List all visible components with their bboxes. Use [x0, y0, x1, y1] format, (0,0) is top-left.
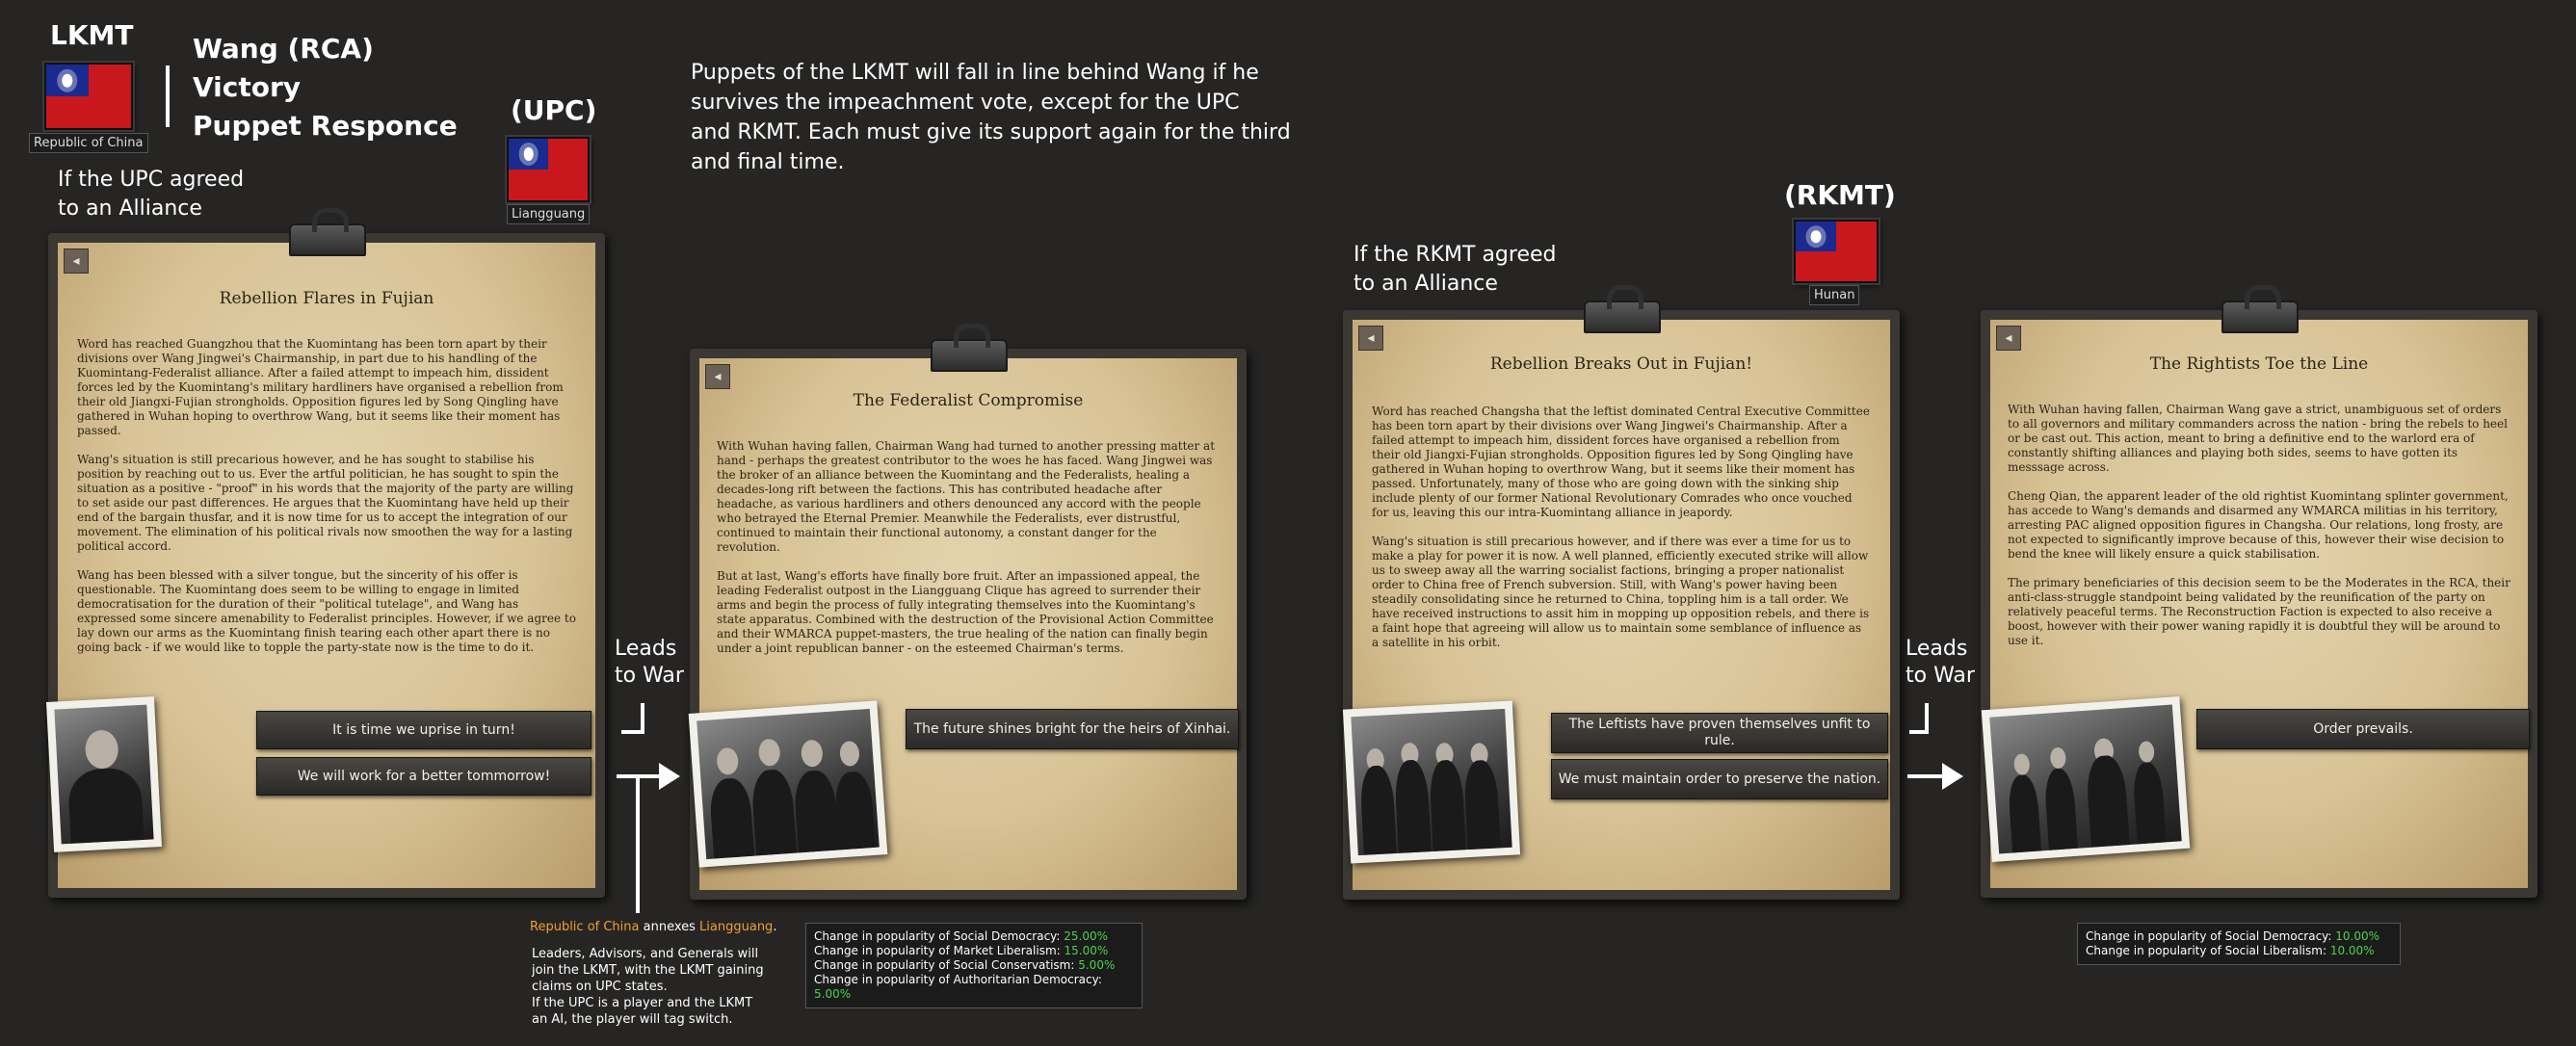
- upc-event1-panel: [48, 233, 605, 898]
- back-arrow-icon[interactable]: ◂: [64, 248, 89, 274]
- liangguang-flag-icon: [507, 137, 590, 202]
- faction-title: LKMT: [50, 19, 134, 51]
- clipboard-clip: [931, 339, 1008, 372]
- upc-notes: Leaders, Advisors, and Generals will join the LKMT, with the LKMT gaining claims on UPC states. If the UPC is a player and the LKMT an AI, the player will tag switch.: [532, 947, 764, 1027]
- group-photo: [689, 700, 888, 867]
- roc-flag-icon: [44, 63, 133, 130]
- rkmt-condition: If the RKMT agreed to an Alliance: [1354, 243, 1557, 296]
- upc-event2-panel: [690, 349, 1247, 900]
- option-leftists-unfit-button[interactable]: The Leftists have proven themselves unfit to rule.: [1551, 713, 1888, 753]
- effect-line: Change in popularity of Authoritarian Democracy: 5.00%: [814, 973, 1102, 1001]
- header-divider: [166, 65, 170, 127]
- rkmt-event1-panel: [1343, 310, 1900, 900]
- option-order-prevails-button[interactable]: Order prevails.: [2196, 709, 2530, 749]
- connector-line: [636, 778, 640, 913]
- back-arrow-icon[interactable]: ◂: [1358, 326, 1383, 351]
- rkmt-effects-tooltip: [2077, 923, 2401, 965]
- event-title: Rebellion Flares in Fujian: [219, 289, 434, 308]
- back-arrow-icon[interactable]: ◂: [1996, 326, 2021, 351]
- rkmt-label: (RKMT): [1784, 179, 1896, 211]
- soldiers-photo: [1343, 701, 1520, 864]
- event-body: With Wuhan having fallen, Chairman Wang had turned to another pressing matter at hand - perhaps the greatest contributor to the woes he has faced. Wang Jingwei was the broker of an alliance between the Kuomintang and the Federalists, healing a decades-long rift between the factions. This has contributed headache after headache, as various hardliners and others denounced any accord with the people who betrayed the Eternal Premier. Meanwhile the Federalists, ever distrustful, continued to maintain their functional autonomy, a constant danger for the revolution. But at last, Wang's efforts have finally bore fruit. After an impassioned appeal, the leading Federalist outpost in the Liangguang Clique has agreed to surrender their arms and begin the process of fully integrating themselves into the Kuomintang's state apparatus. Combined with the destruction of the Provisional Action Committee and their WMARCA puppet-masters, the true healing of the nation can finally begin under a joint republican banner - on the esteemed Chairman's terms.: [717, 439, 1216, 655]
- upc-effects-tooltip: [805, 923, 1143, 1008]
- intro-text: Puppets of the LKMT will fall in line behind Wang if he survives the impeachment vote, except for the UPC and RKMT. Each must give its support again for the third and final time.: [691, 61, 1291, 174]
- upc-condition: If the UPC agreed to an Alliance: [58, 168, 245, 221]
- annex-country: Republic of China: [530, 920, 640, 934]
- option-maintain-order-button[interactable]: We must maintain order to preserve the nation.: [1551, 759, 1888, 799]
- effect-line: Change in popularity of Social Democracy: 10.00%: [2086, 929, 2380, 943]
- event-body: Word has reached Guangzhou that the Kuomintang has been torn apart by their divisions over Wang Jingwei's Chairmanship, in part due to his handling of the Kuomintang-Federalist alliance. After a failed attempt to impeach him, dissident forces led by the Kuomintang's military hardliners have organised a rebellion from their old Jiangxi-Fujian strongholds. Opposition figures led by Song Qingling have gathered in Wuhan hoping to overthrow Wang, but it seems like their moment has passed. Wang's situation is still precarious however, and he has sought to stabilise his position by reaching out to us. Ever the artful politician, he has sought to spin the situation as a positive - "proof" in his words that the majority of the party are willing to set aside our past differences. He argues that the Kuomintang have held up their end of the bargain thusfar, and it is now time for us to accept the integration of our movement. The elimination of his political rivals now smoothen the way for a lasting political accord. Wang has been blessed with a silver tongue, but the sincerity of his offer is questionable. The Kuomintang does seem to be willing to engage in limited democratisation for the duration of their "political tutelage", and Wang has expressed some sincere amenability to Federalist principles. However, if we agree to lay down our arms as the Kuomintang finish tearing each other apart there is no going back - if we would like to topple the party-state now is the time to do it.: [77, 337, 576, 654]
- war-bracket-h: [621, 730, 644, 734]
- back-arrow-icon[interactable]: ◂: [705, 364, 730, 389]
- rkmt-leads-to-war: Leads to War: [1906, 637, 1975, 688]
- portrait-photo: [46, 696, 162, 852]
- effect-line: Change in popularity of Market Liberalism: 15.00%: [814, 944, 1109, 957]
- effect-line: Change in popularity of Social Democracy: 25.00%: [814, 929, 1109, 943]
- effect-line: Change in popularity of Social Liberalism: 10.00%: [2086, 944, 2375, 957]
- annex-line: [530, 919, 776, 935]
- upc-leads-to-war: Leads to War: [615, 637, 684, 688]
- flag-caption: Republic of China: [29, 133, 148, 153]
- right-arrow-icon: [659, 763, 680, 790]
- header-line-1: Wang (RCA): [193, 33, 374, 65]
- event-title: The Rightists Toe the Line: [2149, 354, 2369, 374]
- event-body: With Wuhan having fallen, Chairman Wang gave a strict, unambiguous set of orders to all governors and military commanders across the nation - bring the rebels to heel or be cast out. This action, meant to bring a definitive end to the warlord era of constantly shifting alliances and playing both sides, seems to have gotten its messsage across. Cheng Qian, the apparent leader of the old rightist Kuomintang splinter government, has accede to Wang's demands and disarmed any WMARCA militias in his territory, arresting PAC aligned opposition figures in Changsha. Our relations, long frosty, are not expected to significantly improve because of this, however their wise decision to bend the knee will likely ensure a quick stabilisation. The primary beneficiaries of this decision seem to be the Moderates in the RCA, their anti-class-struggle standpoint being validated by the reunification of the party on relatively peaceful terms. The Reconstruction Faction is expected to also receive a boost, however with their power waning rapidly it is doubtful they will be around to use it.: [2008, 403, 2510, 647]
- header-line-2: Victory: [193, 71, 302, 103]
- officials-photo: [1982, 696, 2191, 862]
- annex-target: Liangguang: [699, 920, 774, 934]
- upc-label: (UPC): [511, 94, 597, 126]
- event-title: The Federalist Compromise: [853, 391, 1084, 410]
- option-future-shines-button[interactable]: The future shines bright for the heirs of Xinhai.: [906, 709, 1239, 749]
- option-better-tomorrow-button[interactable]: We will work for a better tommorrow!: [256, 757, 591, 796]
- event-body: Word has reached Changsha that the leftist dominated Central Executive Committee has been torn apart by their divisions over Wang Jingwei's Chairmanship. After a failed attempt to impeach him, dissident forces have organised a rebellion from their old Jiangxi-Fujian strongholds. Opposition figures led by Song Qingling have gathered in Wuhan hoping to overthrow Wang, but it seems like their moment has passed. Unfortunately, many of those who are going down with the sinking ship include plenty of our former National Revolutionary Comrades who once vouched for us, leaving this our intra-Kuomintang alliance in jeapordy. Wang's situation is still precarious however, and if there was ever a time for us to make a play for power it is now. A well planned, efficiently executed strike will allow us to sweep away all the warring socialist factions, bringing a proper nationalist order to China free of French subversion. Still, with Wang's power having been steadily consolidating since he returned to China, toppling him is a tall order. We have received instructions to assit him in mopping up opposition rebels, and there is a faint hope that agreeing will allow us to maintain some semblance of influence as a satellite in his orbit.: [1372, 405, 1870, 649]
- annex-end: .: [773, 920, 777, 934]
- annex-verb: annexes: [639, 920, 700, 934]
- right-arrow-icon: [1942, 763, 1963, 790]
- upc-flag-caption: Liangguang: [507, 204, 590, 224]
- clipboard-clip: [2221, 301, 2299, 333]
- clipboard-clip: [1584, 301, 1661, 333]
- effect-line: Change in popularity of Social Conservatism: 5.00%: [814, 958, 1116, 972]
- header-line-3: Puppet Responce: [193, 110, 458, 142]
- option-uprise-button[interactable]: It is time we uprise in turn!: [256, 711, 591, 749]
- war-bracket-h: [1909, 730, 1929, 734]
- hunan-flag-icon: [1794, 220, 1879, 283]
- clipboard-clip: [289, 223, 366, 256]
- rkmt-flag-caption: Hunan: [1809, 285, 1859, 305]
- rkmt-event2-panel: [1981, 310, 2537, 898]
- event-title: Rebellion Breaks Out in Fujian!: [1489, 354, 1753, 374]
